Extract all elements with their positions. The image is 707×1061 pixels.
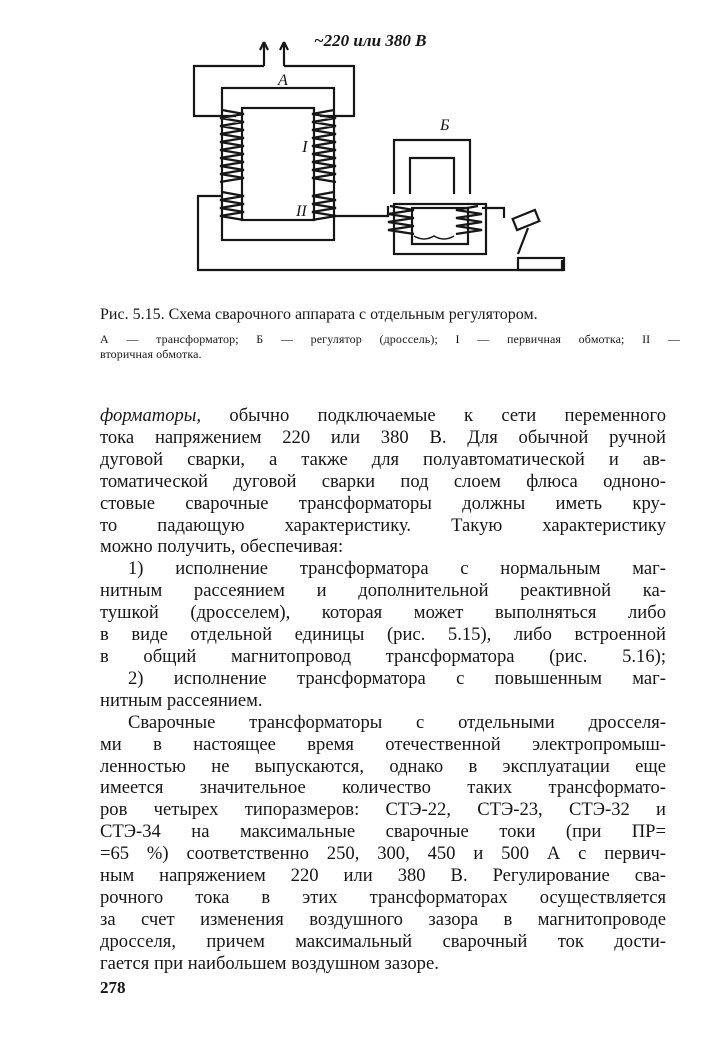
text-line: стовые сварочные трансформаторы должны иметь кру- bbox=[100, 492, 666, 514]
text-line: СТЭ-34 на максимальные сварочные токи (при ПР= bbox=[100, 821, 666, 843]
choke-upper-core-outer bbox=[394, 140, 470, 194]
label-primary-i: I bbox=[302, 137, 308, 156]
label-transformer-a: А bbox=[278, 72, 288, 89]
text-line: в общий магнитопровод трансформатора (рис. 5.16); bbox=[100, 645, 666, 667]
choke-upper-core-inner bbox=[410, 158, 454, 194]
text-line: рочного тока в этих трансформаторах осуществляется bbox=[100, 886, 666, 908]
choke-gap-mark bbox=[414, 236, 454, 239]
text-line: тушкой (дросселем), которая может выполняться либо bbox=[100, 602, 666, 624]
text-line: гается при наибольшем воздушном зазоре. bbox=[100, 952, 439, 974]
legend-line: А — трансформатор; Б — регулятор (дроссель); I — первичная обмотка; II — bbox=[100, 332, 680, 346]
electrode bbox=[518, 228, 528, 254]
secondary-to-choke-wire bbox=[334, 206, 388, 216]
text-line: 2) исполнение трансформатора с повышенным маг- bbox=[128, 667, 666, 689]
text-line: ленностью не выпускаются, однако в эксплуатации еще bbox=[100, 755, 666, 777]
secondary-return-wire bbox=[198, 196, 562, 270]
workpiece bbox=[518, 258, 564, 270]
text-line: ров четырех типоразмеров: СТЭ-22, СТЭ-23, СТЭ-32 и bbox=[100, 799, 666, 821]
label-secondary-ii: II bbox=[296, 203, 307, 220]
diagram-svg bbox=[178, 28, 578, 278]
body-text bbox=[100, 405, 666, 975]
label-choke-b: Б bbox=[440, 117, 450, 134]
text-line: можно получить, обеспечивая: bbox=[100, 536, 344, 558]
figure-caption-legend bbox=[100, 332, 680, 362]
secondary-winding-left bbox=[220, 192, 244, 220]
text-line: за счет изменения воздушного зазора в магнитопроводе bbox=[100, 908, 666, 930]
figure-caption-title: Рис. 5.15. Схема сварочного аппарата с отдельным регулятором. bbox=[100, 306, 538, 323]
text-line: 1) исполнение трансформатора с нормальным маг- bbox=[128, 558, 666, 580]
text-line: имеется значительное количество таких трансформато- bbox=[100, 777, 666, 799]
supply-voltage-label: ~220 или 380 В bbox=[314, 31, 427, 50]
text-line: нитным рассеянием. bbox=[100, 689, 263, 711]
text-line: дросселя, причем максимальный сварочный ток дости- bbox=[100, 930, 666, 952]
text-line: ми в настоящее время отечественной электропромыш- bbox=[100, 733, 666, 755]
lead-word: форматоры, bbox=[100, 405, 202, 426]
primary-winding-right bbox=[312, 110, 336, 182]
text-line: томатической дуговой сварки под слоем флюса одноно- bbox=[100, 470, 666, 492]
text-line: то падающую характеристику. Такую характеристику bbox=[100, 514, 666, 536]
text-line: Сварочные трансформаторы с отдельными дросселя- bbox=[128, 711, 666, 733]
text-line: =65 %) соответственно 250, 300, 450 и 500 А с первич- bbox=[100, 843, 666, 865]
text-line bbox=[100, 405, 666, 427]
text-line: ным напряжением 220 или 380 В. Регулирование сва- bbox=[100, 865, 666, 887]
page-number: 278 bbox=[100, 978, 126, 997]
text-line: тока напряжением 220 или 380 В. Для обычной ручной bbox=[100, 426, 666, 448]
secondary-winding-right bbox=[312, 192, 336, 220]
text-line: в виде отдельной единицы (рис. 5.15), либо встроенной bbox=[100, 624, 666, 646]
legend-line: вторичная обмотка. bbox=[100, 347, 202, 361]
text-fragment: обычно подключаемые к сети переменного bbox=[201, 405, 666, 426]
electrode-holder bbox=[513, 210, 540, 230]
text-line: дуговой сварки, а также для полуавтоматической и ав- bbox=[100, 448, 666, 470]
primary-winding-left bbox=[220, 110, 244, 182]
transformer-core-outer bbox=[222, 88, 334, 240]
text-line: нитным рассеянием и дополнительной реактивной ка- bbox=[100, 580, 666, 602]
welding-apparatus-diagram bbox=[178, 28, 578, 278]
choke-winding-left bbox=[388, 206, 414, 234]
